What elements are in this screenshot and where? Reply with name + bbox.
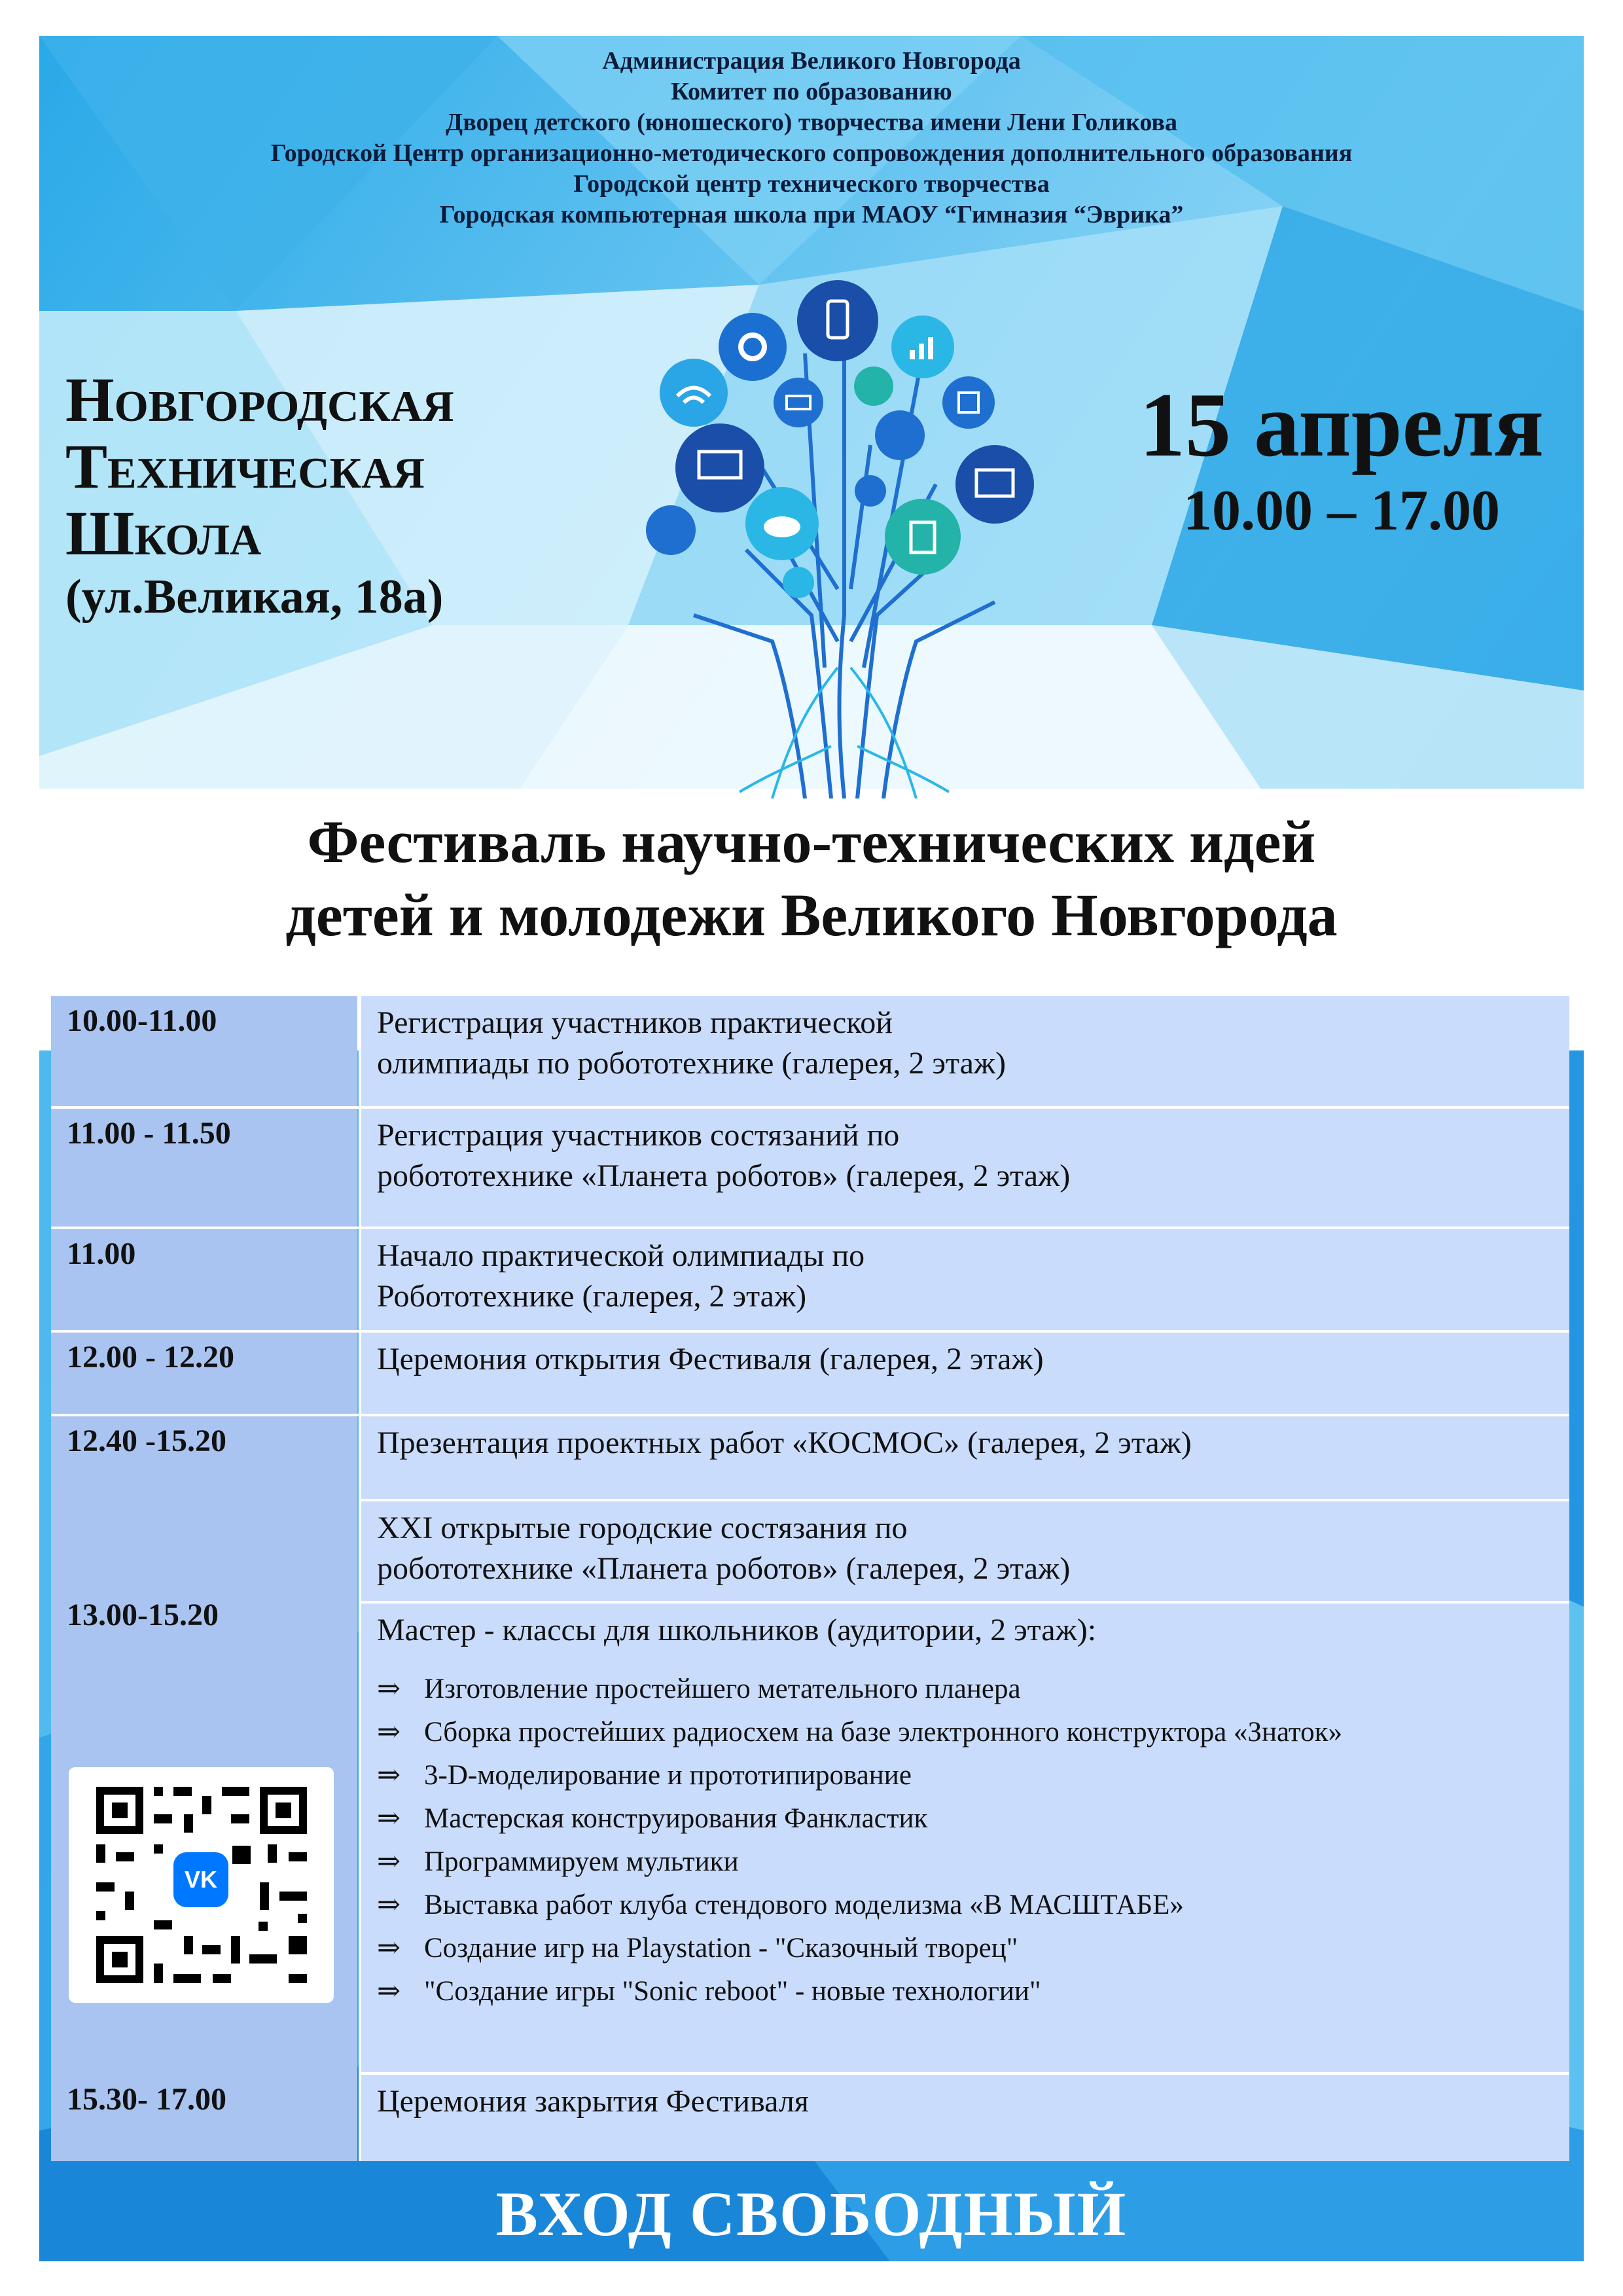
table-row: [51, 2075, 1569, 2161]
competitions-event: [359, 1501, 1569, 1604]
row-event: [359, 1109, 1569, 1227]
smartphone-icon: [797, 280, 878, 361]
list-item: [377, 1884, 1554, 1927]
row-event: [359, 2075, 1569, 2161]
radio-icon: [855, 475, 886, 507]
list-item: [377, 1668, 1554, 1711]
org-line: Городская компьютерная школа при МАОУ “Гимназия “Эврика”: [439, 201, 1184, 228]
list-item: [377, 1797, 1554, 1840]
venue-address: (ул.Великая, 18а): [65, 570, 444, 624]
organizations-list: [105, 46, 1518, 230]
masterclasses-event: [359, 1604, 1569, 2075]
row-event: [359, 996, 1569, 1106]
tech-tree-illustration: [641, 275, 1047, 798]
list-item-label: Сборка простейших радиосхем на базе электронного конструктора «Знаток»: [424, 1717, 1343, 1748]
row-time: 11.00: [67, 1236, 136, 1271]
table-row: [51, 1109, 1569, 1229]
event-line: Презентация проектных работ «КОСМОС» (галерея, 2 этаж): [377, 1426, 1192, 1460]
battery-icon: [774, 378, 823, 427]
arrow-right-icon: ⇒: [377, 1674, 401, 1704]
gear-icon: [719, 313, 787, 381]
arrow-right-icon: ⇒: [377, 1846, 401, 1877]
windows-icon: [875, 410, 925, 460]
event-line: Регистрация участников практической: [377, 1005, 893, 1040]
org-line: Городской центр технического творчества: [573, 170, 1050, 198]
list-item-label: Программируем мультики: [424, 1846, 739, 1877]
org-line: Дворец детского (юношеского) творчества имени Лени Голикова: [446, 109, 1177, 136]
venue-line: Школа: [65, 498, 262, 568]
row-time: 15.30- 17.00: [67, 2082, 226, 2117]
masterclasses-list: [377, 1668, 1554, 2013]
festival-title-line: Фестиваль научно-технических идей: [307, 808, 1316, 875]
masterclasses-title: Мастер - классы для школьников (аудитории, 2 этаж):: [377, 1613, 1097, 1647]
event-line: олимпиады по робототехнике (галерея, 2 этаж): [377, 1046, 1007, 1081]
row-event: [359, 1416, 1569, 1501]
list-item-label: Изготовление простейшего метательного планера: [424, 1674, 1021, 1704]
desktop-icon: [955, 445, 1034, 524]
free-entry-banner: [39, 2163, 1584, 2261]
list-item-label: 3-D-моделирование и прототипирование: [424, 1760, 912, 1791]
row-time: 13.00-15.20: [67, 1598, 219, 1632]
arrow-right-icon: ⇒: [377, 1976, 401, 2007]
event-line: Робототехнике (галерея, 2 этаж): [377, 1279, 807, 1314]
table-row: [51, 996, 1569, 1109]
row-time: 12.00 - 12.20: [67, 1340, 234, 1374]
arrow-right-icon: ⇒: [377, 1760, 401, 1791]
event-date: 15 апреля: [1139, 374, 1544, 476]
event-line: XXI открытые городские состязания по: [377, 1511, 908, 1545]
list-item-label: Выставка работ клуба стендового моделизма «В МАСШТАБЕ»: [424, 1890, 1184, 1920]
laptop-icon: [675, 423, 764, 512]
event-line: Начало практической олимпиады по: [377, 1238, 865, 1273]
event-line: робототехнике «Планета роботов» (галерея, 2 этаж): [377, 1551, 1071, 1586]
row-event: [359, 1229, 1569, 1330]
event-time: 10.00 – 17.00: [1183, 479, 1500, 543]
chip-icon: [942, 376, 995, 429]
org-line: Комитет по образованию: [671, 78, 952, 105]
row-time: 11.00 - 11.50: [67, 1116, 231, 1151]
sd-card-icon: [854, 367, 893, 406]
list-item-label: Мастерская конструирования Фанкластик: [424, 1803, 928, 1834]
tablet-icon: [885, 499, 961, 575]
speedometer-icon: [646, 505, 696, 555]
venue-title: [65, 367, 602, 567]
list-item-label: Создание игр на Playstation - "Сказочный творец": [424, 1933, 1018, 1964]
list-item: [377, 1927, 1554, 1970]
qr-code-vk-icon[interactable]: [69, 1767, 334, 2003]
vk-badge-text: VK: [184, 1866, 218, 1893]
wifi-icon: [660, 359, 728, 427]
event-line: Церемония открытия Фестиваля (галерея, 2 этаж): [377, 1342, 1044, 1376]
table-row: [51, 1229, 1569, 1333]
list-item: [377, 1754, 1554, 1797]
org-line: Администрация Великого Новгорода: [602, 47, 1021, 75]
org-line: Городской Центр организационно-методического сопровождения дополнительного образования: [270, 139, 1353, 167]
event-line: Регистрация участников состязаний по: [377, 1118, 900, 1153]
arrow-right-icon: ⇒: [377, 1803, 401, 1834]
event-line: Церемония закрытия Фестиваля: [377, 2084, 809, 2119]
list-item: [377, 1970, 1554, 2013]
arrow-right-icon: ⇒: [377, 1933, 401, 1964]
event-line: робототехнике «Планета роботов» (галерея, 2 этаж): [377, 1158, 1071, 1193]
venue-line: Новгородская: [65, 365, 454, 435]
row-time: 10.00-11.00: [67, 1003, 217, 1038]
row-time: 12.40 -15.20: [67, 1424, 226, 1458]
arrow-right-icon: ⇒: [377, 1890, 401, 1920]
list-item: [377, 1840, 1554, 1884]
table-row: [51, 1333, 1569, 1416]
festival-title-line: детей и молодежи Великого Новгорода: [285, 882, 1338, 948]
free-entry-text: ВХОД СВОБОДНЫЙ: [495, 2179, 1128, 2249]
list-item-label: "Создание игры "Sonic reboot" - новые технологии": [424, 1976, 1041, 2007]
row-event: [359, 1333, 1569, 1414]
festival-title: [65, 805, 1558, 952]
arrow-right-icon: ⇒: [377, 1717, 401, 1748]
usb-icon: [783, 567, 814, 598]
venue-line: Техническая: [65, 431, 425, 501]
list-item: [377, 1711, 1554, 1754]
